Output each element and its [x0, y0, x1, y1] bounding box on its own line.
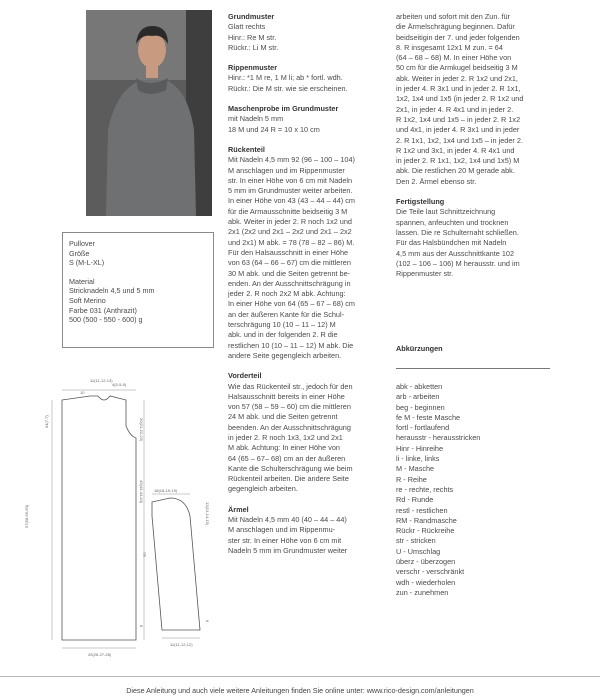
list-item: re - rechte, rechts [396, 484, 454, 494]
maschenprobe-title: Maschenprobe im Grundmuster [228, 104, 339, 114]
list-item: str - stricken [396, 536, 436, 546]
text-line: (102 – 106 – 106) M herausstr. und im [396, 258, 520, 268]
text-line: 4,5 mm aus der Ausschnittkante 102 [396, 248, 515, 258]
text-line: in jeder 2. R 1x1, 1x2, 1x4 und 1x5) M [396, 156, 520, 166]
list-item: fortl - fortlaufend [396, 423, 450, 433]
text-line: 24 M abk. und die Seiten getrennt [228, 412, 338, 422]
text-line: M abk. Achtung: In einer Höhe von [228, 443, 340, 453]
vorderteil-title: Vorderteil [228, 371, 262, 381]
label-body-width: 25(26-27-28) [88, 652, 112, 657]
text-line: Rückr.: Die M str. wie sie erscheinen. [228, 83, 348, 93]
aermel-title: Ärmel [228, 504, 249, 514]
label-left-side-top: 64(7-7) [44, 415, 49, 428]
text-line: beenden. An der Ausschnittschrägung [228, 422, 351, 432]
text-line: 50 cm für die Armkugel beidseitig 3 M [396, 63, 518, 73]
text-line: M anschlagen und im Rippenmu- [228, 525, 336, 535]
footer-text: Diese Anleitung und auch viele weitere Anleitungen finden Sie online unter: www.rico-design.com/anleitungen [126, 686, 474, 695]
list-item: verschr - verschränkt [396, 567, 465, 577]
divider [396, 368, 550, 369]
text-line: Rückr.: Li M str. [228, 42, 279, 52]
instructions-column-3 [396, 12, 548, 279]
list-item: arb - arbeiten [396, 392, 440, 402]
text-line: Halsausschnitt bereits in einer Höhe [228, 391, 345, 401]
list-item: abk - abketten [396, 382, 443, 391]
label-sleeve-length: 50 [142, 552, 147, 557]
text-line: restlichen 10 (10 – 11 – 12) M abk. Die [228, 340, 354, 350]
text-line: mit Nadeln 5 mm [228, 114, 284, 124]
yarn: Soft Merino [69, 295, 106, 305]
text-line: enden. An der Ausschnittschrägung in [228, 278, 351, 288]
text-line: von 57 (58 – 59 – 60) cm die mittleren [228, 402, 351, 412]
instructions-column-2 [228, 12, 390, 556]
material-label: Material [69, 276, 95, 286]
text-line: str. In einer Höhe von 6 cm mit Nadeln [228, 175, 353, 185]
list-item: Rd - Runde [396, 495, 434, 505]
label-body-top: 11(11-12-13) [90, 378, 113, 383]
grundmuster-title: Grundmuster [228, 12, 275, 21]
list-item: RM - Randmasche [396, 515, 457, 525]
yarn-color: Farbe 031 (Anthrazit) [69, 305, 137, 315]
list-item: beg - beginnen [396, 402, 445, 412]
list-item: M - Masche [396, 464, 435, 474]
rippenmuster-title: Rippenmuster [228, 63, 278, 73]
list-item: zun - zunehmen [396, 587, 449, 597]
text-line: von 63 (64 – 66 – 67) cm die mittleren [228, 258, 351, 268]
abbreviations-list [396, 382, 556, 598]
fertigstellung-title: Fertigstellung [396, 197, 445, 207]
text-line: terschrägung 10 (10 – 11 – 12) M [228, 320, 336, 330]
text-line: Mit Nadeln 4,5 mm 40 (40 – 44 – 44) [228, 515, 347, 525]
list-item: wdh - wiederholen [396, 577, 456, 587]
text-line: 64 (65 – 67– 68) cm an der äußeren [228, 453, 346, 463]
needles: Stricknadeln 4,5 und 5 mm [69, 286, 155, 296]
text-line: In einer Höhe von 64 (65 – 67 – 68) cm [228, 299, 355, 309]
footer-divider [0, 676, 600, 677]
text-line: in jeder 4. R 3x1 und in jeder 2. R 1x1, [396, 84, 521, 94]
info-box [62, 232, 214, 348]
label-body-height: 57(58-59-60) [24, 504, 29, 528]
schematic-diagram [24, 370, 220, 660]
text-line: Hinr.: Re M str. [228, 32, 277, 42]
list-item: Hinr - Hinreihe [396, 443, 444, 453]
text-line: spannen, anfeuchten und trocknen [396, 217, 509, 227]
size-value: S (M-L-XL) [69, 258, 105, 268]
text-line: ster str. In einer Höhe von 6 cm mit [228, 535, 342, 545]
list-item: restl - restlichen [396, 505, 448, 515]
list-item: li - linke, links [396, 454, 440, 464]
text-line: 2x1, in jeder 4. R 4x1 und in jeder 2. [396, 104, 514, 114]
text-line: M anschlagen und im Rippenmuster [228, 165, 345, 175]
text-line: 30 M abk. und die Seiten getrennt be- [228, 268, 351, 278]
label-sleeve-cap: 13(13-14-15) [205, 502, 210, 526]
text-line: Mit Nadeln 4,5 mm 92 (96 – 100 – 104) [228, 155, 355, 165]
text-line: für die Armausschnitte beidseitig 3 M [228, 206, 348, 216]
label-hem: 6 [139, 625, 144, 628]
text-line: R 1x2 und 3x1, in jeder 4. R 4x1 und [396, 145, 515, 155]
model-photo [86, 10, 212, 216]
text-line: R 1x2, 1x4 und 1x5 – in jeder 2. R 1x2 [396, 114, 521, 124]
list-item: U - Umschlag [396, 546, 441, 556]
list-item: Rückr - Rückreihe [396, 526, 455, 536]
list-item: fe M - feste Masche [396, 412, 461, 422]
label-armhole: 43(43-44-44) [139, 480, 144, 504]
text-line: die Ärmelschrägung beginnen. Dafür [396, 22, 515, 32]
text-line: abk. Die restlichen 20 M gerade abk. [396, 166, 515, 176]
sleeve-outline [152, 498, 200, 630]
text-line: und 2x1) M abk. = 78 (78 – 82 – 86) M. [228, 237, 355, 247]
text-line: 2. R 1x1, 1x2, 1x4 und 1x5 – in jeder 2. [396, 135, 523, 145]
yarn-amount: 500 (500 - 550 - 600) g [69, 315, 143, 325]
text-line: Für das Halsbündchen mit Nadeln [396, 238, 507, 248]
model-photo-icon [86, 10, 212, 216]
text-line: Für den Halsausschnitt in einer Höhe [228, 247, 349, 257]
text-line: 1x2, 1x4 und 1x5 (in jeder 2. R 1x2 und [396, 94, 524, 104]
abbreviations-heading-wrap [396, 344, 556, 354]
text-line: Kante die Schulterschrägung wie beim [228, 463, 353, 473]
text-line: Rückenteil arbeiten. Die andere Seite [228, 474, 349, 484]
list-item: R - Reihe [396, 474, 427, 484]
text-line: 8. R insgesamt 12x1 M zun. = 64 [396, 42, 503, 52]
text-line: Die Teile laut Schnittzeichnung [396, 207, 496, 217]
label-sleeve-top: 18(18-19-19) [154, 488, 178, 493]
text-line: jeder 2. R noch 2x2 M abk. Achtung: [228, 289, 346, 299]
text-line: arbeiten und sofort mit den Zun. für [396, 12, 510, 21]
label-sleeve-bottom: 11(11-12-12) [170, 642, 193, 647]
text-line: 2x1 (2x2 und 2x1 – 2x2 und 2x1 – 2x2 [228, 227, 352, 237]
text-line: abk. Weiter in jeder 2. R 1x2 und 2x1, [396, 73, 518, 83]
text-line: lassen. Die re Schulternaht schließen. [396, 227, 519, 237]
label-neck-side: 4(5-5-5) [112, 382, 127, 387]
text-line: Hinr.: *1 M re, 1 M li; ab * fortl. wdh. [228, 73, 343, 83]
product-name: Pullover [69, 239, 95, 248]
text-line: Wie das Rückenteil str., jedoch für den [228, 381, 353, 391]
text-line: Glatt rechts [228, 22, 266, 32]
text-line: an der äußeren Kante für die Schul- [228, 309, 345, 319]
text-line: abk. Weiter in jeder 2. R noch 1x2 und [228, 217, 352, 227]
abbreviations-title: Abkürzungen [396, 344, 443, 353]
text-line: gegengleich arbeiten. [228, 484, 298, 494]
text-line: in jeder 2. R noch 1x3, 1x2 und 2x1 [228, 432, 343, 442]
text-line: 5 mm im Grundmuster weiter arbeiten. [228, 186, 353, 196]
label-neck: 10 [80, 390, 85, 395]
list-item: überz - überzogen [396, 557, 456, 567]
text-line: abk. und in der folgenden 2. R die [228, 330, 338, 340]
list-item: herausstr - herausstricken [396, 433, 481, 443]
text-line: beidseitigin der 7. und jeder folgenden [396, 32, 520, 42]
text-line: Den 2. Ärmel ebenso str. [396, 176, 477, 186]
text-line: In einer Höhe von 43 (43 – 44 – 44) cm [228, 196, 355, 206]
text-line: (64 – 68 – 68) M. In einer Höhe von [396, 53, 512, 63]
text-line: und 4x1, in jeder 4. R 3x1 und in jeder [396, 125, 520, 135]
size-label: Größe [69, 248, 90, 258]
text-line: Nadeln 5 mm im Grundmuster weiter [228, 545, 348, 555]
text-line: 18 M und 24 R = 10 x 10 cm [228, 124, 320, 134]
body-outline [62, 396, 136, 640]
label-shoulder-drop: 20(21-22-23) [139, 418, 144, 442]
rueckenteil-title: Rückenteil [228, 144, 265, 154]
text-line: Rippenmuster str. [396, 269, 454, 279]
label-sleeve-hem: 6 [205, 620, 210, 623]
text-line: andere Seite gegengleich arbeiten. [228, 350, 342, 360]
